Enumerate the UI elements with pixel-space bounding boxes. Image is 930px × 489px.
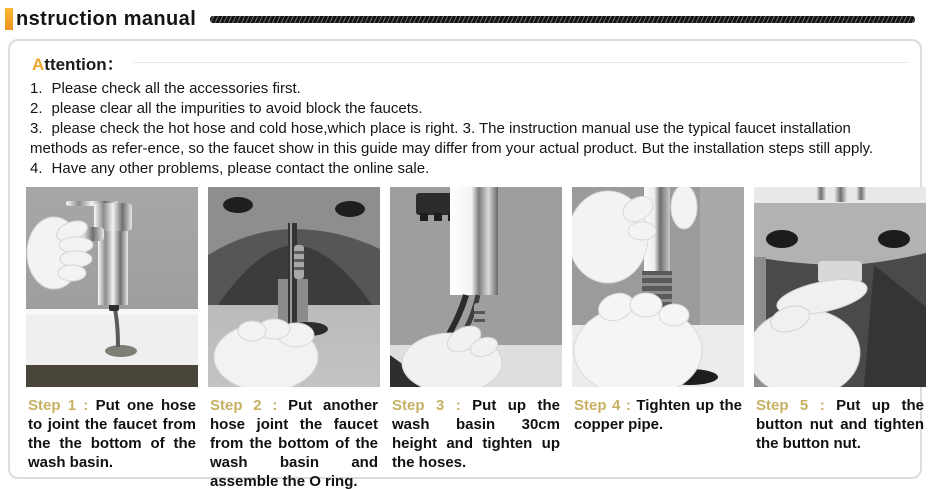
step-4-photo-tighten-copper-pipe — [572, 187, 744, 387]
step-label: Step 5 — [756, 397, 809, 414]
step-3-photo-put-up-basin-tighten-hoses — [390, 187, 562, 387]
step-2-photo-insert-hose-under-basin — [208, 187, 380, 387]
attention-heading — [32, 50, 124, 75]
note-number: 4. — [30, 160, 43, 177]
step-photos-row — [26, 187, 912, 387]
step-text: Tighten up the copper pipe. — [574, 397, 743, 433]
step-4-caption — [572, 396, 744, 489]
step-colon: : — [83, 397, 89, 414]
note-item-2 — [30, 99, 906, 119]
title-hatch-rule — [210, 16, 915, 23]
step-2-caption — [208, 396, 380, 489]
title-accent-bar — [5, 8, 13, 30]
note-text: please check the hot hose and cold hose,which place is right. 3. The instruction manual use the typical faucet installation methods as refer-ence, so the faucet show in this guide may differ from your actual product. But the installation steps still apply. — [30, 120, 874, 157]
note-text: please clear all the impurities to avoid block the faucets. — [51, 100, 423, 117]
note-number: 3. — [30, 120, 43, 137]
step-colon: : — [625, 397, 631, 414]
step-label: Step 4 — [574, 397, 621, 414]
step-text: Put up the wash basin 30cm height and tighten up the hoses. — [392, 397, 561, 471]
step-1-caption — [26, 396, 198, 489]
step-label: Step 2 — [210, 397, 262, 414]
note-number: 2. — [30, 100, 43, 117]
note-text: Please check all the accessories first. — [51, 80, 301, 97]
step-5-photo-tighten-button-nut — [754, 187, 926, 387]
notes-list — [30, 79, 906, 179]
step-text: Put one hose to joint the faucet from the the bottom of the wash basin. — [28, 397, 196, 471]
step-colon: : — [272, 397, 278, 414]
step-text: Put another hose joint the faucet from the bottom of the wash basin and assemble the O ring. — [210, 397, 379, 489]
page-header — [0, 0, 930, 32]
step-label: Step 1 — [28, 397, 77, 414]
step-5-caption — [754, 396, 926, 489]
step-colon: : — [819, 397, 825, 414]
step-text: Put up the button nut and tighten the button nut. — [756, 397, 925, 452]
step-3-caption — [390, 396, 562, 489]
attention-heading-initial: A — [32, 54, 45, 74]
note-number: 1. — [30, 80, 43, 97]
page-title: nstruction manual — [16, 7, 197, 30]
step-captions-row — [26, 396, 925, 489]
step-colon: : — [455, 397, 461, 414]
step-1-photo-faucet-above-basin — [26, 187, 198, 387]
attention-heading-row — [32, 49, 908, 75]
attention-heading-rule — [134, 62, 908, 63]
note-item-4 — [30, 159, 906, 179]
note-item-1 — [30, 79, 906, 99]
step-label: Step 3 — [392, 397, 445, 414]
note-text: Have any other problems, please contact the online sale. — [51, 160, 430, 177]
glove-hand — [27, 217, 93, 289]
attention-box — [8, 39, 925, 489]
attention-heading-rest: ttention： — [44, 54, 124, 74]
note-item-3 — [30, 119, 906, 159]
